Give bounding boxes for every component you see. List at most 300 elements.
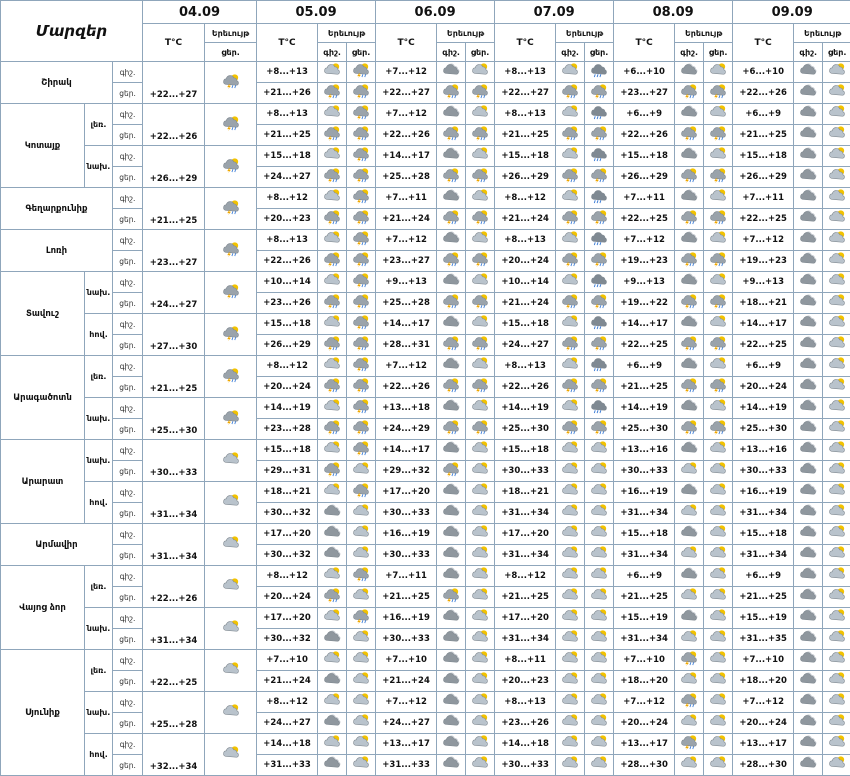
partly-cloudy-icon bbox=[556, 482, 585, 503]
table-row bbox=[1, 734, 850, 755]
region-name: Լոռի bbox=[1, 230, 113, 272]
overcast-icon bbox=[675, 104, 704, 125]
thunderstorm-icon bbox=[675, 167, 704, 188]
temperature: +8...+13 bbox=[257, 104, 318, 125]
partly-cloudy-icon bbox=[704, 692, 733, 713]
partly-cloudy-icon bbox=[675, 503, 704, 524]
temp-header: T°C bbox=[614, 24, 675, 62]
table-row bbox=[1, 83, 850, 104]
partly-cloudy-icon bbox=[347, 734, 376, 755]
temperature: +22...+25 bbox=[614, 209, 675, 230]
table-row bbox=[1, 230, 850, 251]
partly-cloudy-icon bbox=[556, 524, 585, 545]
partly-cloudy-icon bbox=[704, 230, 733, 251]
partly-cloudy-icon bbox=[466, 671, 495, 692]
partly-cloudy-icon bbox=[466, 587, 495, 608]
date-header: 07.09 bbox=[495, 1, 614, 24]
overcast-icon bbox=[437, 440, 466, 461]
partly-cloudy-icon bbox=[318, 398, 347, 419]
thunderstorm-icon bbox=[675, 419, 704, 440]
thunderstorm-icon bbox=[347, 146, 376, 167]
time-of-day: գիշ. bbox=[113, 188, 143, 209]
partly-cloudy-icon bbox=[318, 62, 347, 83]
temperature: +20...+24 bbox=[614, 713, 675, 734]
temperature: +30...+33 bbox=[143, 440, 205, 482]
overcast-icon bbox=[794, 608, 823, 629]
table-row bbox=[1, 146, 850, 167]
time-of-day: ցեր. bbox=[113, 167, 143, 188]
partly-cloudy-icon bbox=[466, 608, 495, 629]
day-label: ցեր. bbox=[585, 43, 614, 62]
thunderstorm-icon bbox=[347, 377, 376, 398]
temperature: +13...+16 bbox=[733, 440, 794, 461]
thunderstorm-icon bbox=[205, 272, 257, 314]
partly-cloudy-icon bbox=[675, 629, 704, 650]
partly-cloudy-icon bbox=[704, 734, 733, 755]
thunderstorm-icon bbox=[437, 377, 466, 398]
partly-cloudy-icon bbox=[704, 62, 733, 83]
temperature: +8...+13 bbox=[257, 62, 318, 83]
partly-cloudy-icon bbox=[585, 692, 614, 713]
partly-cloudy-icon bbox=[556, 230, 585, 251]
night-label: գիշ. bbox=[556, 43, 585, 62]
partly-cloudy-icon bbox=[556, 440, 585, 461]
day-label: ցեր. bbox=[823, 43, 850, 62]
partly-cloudy-icon bbox=[585, 524, 614, 545]
table-row bbox=[1, 314, 850, 335]
thunderstorm-icon bbox=[347, 125, 376, 146]
region-name: Արմավիր bbox=[1, 524, 113, 566]
partly-cloudy-icon bbox=[466, 272, 495, 293]
temperature: +31...+33 bbox=[257, 755, 318, 776]
temperature: +14...+17 bbox=[376, 146, 437, 167]
overcast-icon bbox=[794, 671, 823, 692]
temperature: +21...+25 bbox=[733, 587, 794, 608]
thunderstorm-icon bbox=[704, 209, 733, 230]
temperature: +26...+29 bbox=[614, 167, 675, 188]
partly-cloudy-icon bbox=[205, 482, 257, 524]
partly-cloudy-icon bbox=[823, 188, 850, 209]
partly-cloudy-icon bbox=[585, 440, 614, 461]
temperature: +24...+27 bbox=[143, 272, 205, 314]
partly-cloudy-icon bbox=[556, 356, 585, 377]
partly-cloudy-icon bbox=[823, 167, 850, 188]
temperature: +26...+29 bbox=[733, 167, 794, 188]
table-row bbox=[1, 377, 850, 398]
overcast-icon bbox=[437, 104, 466, 125]
temperature: +22...+26 bbox=[376, 377, 437, 398]
partly-cloudy-icon bbox=[823, 293, 850, 314]
temperature: +31...+34 bbox=[143, 482, 205, 524]
partly-cloudy-icon bbox=[205, 692, 257, 734]
partly-cloudy-icon bbox=[347, 671, 376, 692]
time-of-day: գիշ. bbox=[113, 608, 143, 629]
thunderstorm-icon bbox=[556, 125, 585, 146]
thunderstorm-icon bbox=[347, 440, 376, 461]
partly-cloudy-icon bbox=[318, 734, 347, 755]
temperature: +28...+31 bbox=[376, 335, 437, 356]
partly-cloudy-icon bbox=[347, 524, 376, 545]
thunderstorm-icon bbox=[347, 482, 376, 503]
time-of-day: ցեր. bbox=[113, 461, 143, 482]
temperature: +14...+17 bbox=[614, 314, 675, 335]
time-of-day: ցեր. bbox=[113, 83, 143, 104]
temperature: +15...+18 bbox=[495, 314, 556, 335]
table-row bbox=[1, 524, 850, 545]
partly-cloudy-icon bbox=[675, 461, 704, 482]
partly-cloudy-icon bbox=[823, 209, 850, 230]
temperature: +9...+13 bbox=[376, 272, 437, 293]
temperature: +25...+30 bbox=[733, 419, 794, 440]
thunderstorm-icon bbox=[466, 293, 495, 314]
overcast-icon bbox=[675, 398, 704, 419]
partly-cloudy-icon bbox=[205, 734, 257, 776]
partly-cloudy-icon bbox=[585, 587, 614, 608]
thunderstorm-icon bbox=[318, 251, 347, 272]
temperature: +30...+33 bbox=[495, 755, 556, 776]
temperature: +22...+25 bbox=[143, 650, 205, 692]
thunderstorm-icon bbox=[704, 335, 733, 356]
overcast-icon bbox=[794, 377, 823, 398]
temperature: +16...+19 bbox=[614, 482, 675, 503]
overcast-icon bbox=[794, 524, 823, 545]
table-row bbox=[1, 692, 850, 713]
overcast-icon bbox=[437, 314, 466, 335]
temperature: +8...+13 bbox=[495, 230, 556, 251]
rain-icon bbox=[585, 398, 614, 419]
thunderstorm-icon bbox=[585, 167, 614, 188]
temperature: +18...+21 bbox=[733, 293, 794, 314]
temp-header: T°C bbox=[376, 24, 437, 62]
partly-cloudy-icon bbox=[704, 314, 733, 335]
partly-cloudy-icon bbox=[347, 461, 376, 482]
thunderstorm-icon bbox=[675, 692, 704, 713]
partly-cloudy-icon bbox=[675, 755, 704, 776]
time-of-day: գիշ. bbox=[113, 62, 143, 83]
temperature: +22...+26 bbox=[495, 377, 556, 398]
thunderstorm-icon bbox=[466, 125, 495, 146]
overcast-icon bbox=[794, 734, 823, 755]
temperature: +31...+34 bbox=[495, 545, 556, 566]
overcast-icon bbox=[675, 230, 704, 251]
temperature: +19...+23 bbox=[614, 251, 675, 272]
temperature: +14...+17 bbox=[376, 314, 437, 335]
temperature: +15...+18 bbox=[614, 524, 675, 545]
thunderstorm-icon bbox=[347, 272, 376, 293]
partly-cloudy-icon bbox=[556, 713, 585, 734]
partly-cloudy-icon bbox=[556, 608, 585, 629]
temperature: +15...+18 bbox=[495, 440, 556, 461]
time-of-day: ցեր. bbox=[113, 335, 143, 356]
temperature: +6...+9 bbox=[614, 566, 675, 587]
table-row bbox=[1, 608, 850, 629]
partly-cloudy-icon bbox=[704, 566, 733, 587]
temperature: +30...+32 bbox=[257, 503, 318, 524]
thunderstorm-icon bbox=[556, 83, 585, 104]
temperature: +21...+24 bbox=[376, 671, 437, 692]
temperature: +31...+34 bbox=[614, 629, 675, 650]
temperature: +22...+26 bbox=[257, 251, 318, 272]
partly-cloudy-icon bbox=[675, 671, 704, 692]
date-header: 06.09 bbox=[376, 1, 495, 24]
partly-cloudy-icon bbox=[318, 440, 347, 461]
overcast-icon bbox=[794, 167, 823, 188]
temperature: +8...+12 bbox=[495, 566, 556, 587]
partly-cloudy-icon bbox=[318, 230, 347, 251]
thunderstorm-icon bbox=[704, 167, 733, 188]
date-header: 08.09 bbox=[614, 1, 733, 24]
temperature: +30...+33 bbox=[614, 461, 675, 482]
temperature: +15...+18 bbox=[257, 314, 318, 335]
overcast-icon bbox=[318, 629, 347, 650]
partly-cloudy-icon bbox=[466, 356, 495, 377]
table-row bbox=[1, 671, 850, 692]
time-of-day: գիշ. bbox=[113, 650, 143, 671]
day-label: ցեր. bbox=[704, 43, 733, 62]
day-label: ցեր. bbox=[205, 43, 257, 62]
thunderstorm-icon bbox=[347, 356, 376, 377]
temperature: +19...+23 bbox=[733, 251, 794, 272]
partly-cloudy-icon bbox=[823, 587, 850, 608]
rain-icon bbox=[585, 62, 614, 83]
temperature: +6...+9 bbox=[733, 104, 794, 125]
time-of-day: գիշ. bbox=[113, 104, 143, 125]
overcast-icon bbox=[794, 272, 823, 293]
temperature: +29...+31 bbox=[257, 461, 318, 482]
temperature: +31...+34 bbox=[614, 545, 675, 566]
time-of-day: ցեր. bbox=[113, 293, 143, 314]
time-of-day: ցեր. bbox=[113, 503, 143, 524]
thunderstorm-icon bbox=[585, 377, 614, 398]
temperature: +31...+34 bbox=[733, 545, 794, 566]
temperature: +21...+24 bbox=[257, 671, 318, 692]
partly-cloudy-icon bbox=[823, 440, 850, 461]
partly-cloudy-icon bbox=[556, 62, 585, 83]
partly-cloudy-icon bbox=[347, 692, 376, 713]
temperature: +22...+26 bbox=[614, 125, 675, 146]
temperature: +6...+9 bbox=[614, 356, 675, 377]
table-row bbox=[1, 104, 850, 125]
temperature: +20...+23 bbox=[495, 671, 556, 692]
table-row bbox=[1, 398, 850, 419]
overcast-icon bbox=[437, 356, 466, 377]
overcast-icon bbox=[437, 230, 466, 251]
partly-cloudy-icon bbox=[823, 125, 850, 146]
overcast-icon bbox=[437, 524, 466, 545]
table-row bbox=[1, 545, 850, 566]
partly-cloudy-icon bbox=[704, 545, 733, 566]
partly-cloudy-icon bbox=[704, 503, 733, 524]
zone-label: լեռ. bbox=[85, 650, 113, 692]
temperature: +15...+18 bbox=[257, 146, 318, 167]
temperature: +25...+30 bbox=[495, 419, 556, 440]
zone-label: հով. bbox=[85, 734, 113, 776]
time-of-day: գիշ. bbox=[113, 314, 143, 335]
partly-cloudy-icon bbox=[318, 146, 347, 167]
temperature: +22...+26 bbox=[376, 125, 437, 146]
temperature: +22...+27 bbox=[376, 83, 437, 104]
partly-cloudy-icon bbox=[675, 713, 704, 734]
temperature: +13...+18 bbox=[376, 398, 437, 419]
partly-cloudy-icon bbox=[823, 272, 850, 293]
temperature: +7...+11 bbox=[376, 566, 437, 587]
partly-cloudy-icon bbox=[318, 356, 347, 377]
temperature: +21...+24 bbox=[495, 293, 556, 314]
thunderstorm-icon bbox=[466, 419, 495, 440]
partly-cloudy-icon bbox=[466, 524, 495, 545]
time-of-day: ցեր. bbox=[113, 377, 143, 398]
table-row bbox=[1, 251, 850, 272]
temperature: +21...+25 bbox=[376, 587, 437, 608]
thunderstorm-icon bbox=[347, 209, 376, 230]
temperature: +6...+9 bbox=[733, 356, 794, 377]
partly-cloudy-icon bbox=[466, 482, 495, 503]
table-row bbox=[1, 713, 850, 734]
overcast-icon bbox=[318, 503, 347, 524]
temperature: +21...+24 bbox=[495, 209, 556, 230]
partly-cloudy-icon bbox=[704, 482, 733, 503]
phenomena-header: Երեւույթ bbox=[556, 24, 614, 43]
partly-cloudy-icon bbox=[823, 230, 850, 251]
thunderstorm-icon bbox=[347, 293, 376, 314]
thunderstorm-icon bbox=[347, 230, 376, 251]
temperature: +21...+25 bbox=[614, 377, 675, 398]
partly-cloudy-icon bbox=[466, 713, 495, 734]
temperature: +20...+24 bbox=[733, 713, 794, 734]
thunderstorm-icon bbox=[704, 377, 733, 398]
partly-cloudy-icon bbox=[466, 104, 495, 125]
partly-cloudy-icon bbox=[205, 524, 257, 566]
partly-cloudy-icon bbox=[347, 545, 376, 566]
overcast-icon bbox=[794, 62, 823, 83]
temperature: +27...+30 bbox=[143, 314, 205, 356]
partly-cloudy-icon bbox=[466, 440, 495, 461]
temperature: +23...+27 bbox=[376, 251, 437, 272]
table-row bbox=[1, 461, 850, 482]
temperature: +22...+27 bbox=[495, 83, 556, 104]
partly-cloudy-icon bbox=[823, 335, 850, 356]
table-row bbox=[1, 125, 850, 146]
partly-cloudy-icon bbox=[205, 440, 257, 482]
rain-icon bbox=[585, 104, 614, 125]
temperature: +15...+18 bbox=[733, 524, 794, 545]
temperature: +14...+19 bbox=[257, 398, 318, 419]
overcast-icon bbox=[794, 419, 823, 440]
thunderstorm-icon bbox=[205, 62, 257, 104]
overcast-icon bbox=[675, 356, 704, 377]
temperature: +10...+14 bbox=[257, 272, 318, 293]
temperature: +8...+13 bbox=[495, 692, 556, 713]
time-of-day: ցեր. bbox=[113, 125, 143, 146]
partly-cloudy-icon bbox=[556, 629, 585, 650]
overcast-icon bbox=[794, 314, 823, 335]
overcast-icon bbox=[437, 146, 466, 167]
overcast-icon bbox=[437, 62, 466, 83]
zone-label: լեռ. bbox=[85, 566, 113, 608]
overcast-icon bbox=[794, 566, 823, 587]
thunderstorm-icon bbox=[318, 83, 347, 104]
temperature: +24...+27 bbox=[376, 713, 437, 734]
partly-cloudy-icon bbox=[466, 734, 495, 755]
temperature: +20...+24 bbox=[733, 377, 794, 398]
temperature: +30...+33 bbox=[495, 461, 556, 482]
time-of-day: ցեր. bbox=[113, 713, 143, 734]
region-name: Գեղարքունիք bbox=[1, 188, 113, 230]
thunderstorm-icon bbox=[437, 83, 466, 104]
thunderstorm-icon bbox=[704, 419, 733, 440]
thunderstorm-icon bbox=[318, 587, 347, 608]
table-row bbox=[1, 482, 850, 503]
zone-label: նախ. bbox=[85, 398, 113, 440]
thunderstorm-icon bbox=[675, 125, 704, 146]
temperature: +15...+18 bbox=[495, 146, 556, 167]
temperature: +7...+10 bbox=[614, 650, 675, 671]
thunderstorm-icon bbox=[347, 566, 376, 587]
thunderstorm-icon bbox=[704, 293, 733, 314]
time-of-day: գիշ. bbox=[113, 566, 143, 587]
thunderstorm-icon bbox=[205, 356, 257, 398]
thunderstorm-icon bbox=[585, 83, 614, 104]
partly-cloudy-icon bbox=[704, 146, 733, 167]
partly-cloudy-icon bbox=[823, 251, 850, 272]
temperature: +30...+32 bbox=[257, 545, 318, 566]
partly-cloudy-icon bbox=[675, 545, 704, 566]
thunderstorm-icon bbox=[585, 419, 614, 440]
partly-cloudy-icon bbox=[318, 482, 347, 503]
partly-cloudy-icon bbox=[466, 461, 495, 482]
zone-label: նախ. bbox=[85, 608, 113, 650]
partly-cloudy-icon bbox=[466, 629, 495, 650]
temperature: +8...+12 bbox=[495, 188, 556, 209]
thunderstorm-icon bbox=[318, 293, 347, 314]
temperature: +32...+34 bbox=[143, 734, 205, 776]
partly-cloudy-icon bbox=[585, 734, 614, 755]
temperature: +26...+29 bbox=[257, 335, 318, 356]
overcast-icon bbox=[437, 629, 466, 650]
partly-cloudy-icon bbox=[347, 503, 376, 524]
overcast-icon bbox=[794, 251, 823, 272]
temperature: +17...+20 bbox=[495, 524, 556, 545]
temperature: +30...+33 bbox=[376, 503, 437, 524]
overcast-icon bbox=[794, 356, 823, 377]
temperature: +7...+12 bbox=[614, 230, 675, 251]
table-row bbox=[1, 167, 850, 188]
partly-cloudy-icon bbox=[466, 146, 495, 167]
partly-cloudy-icon bbox=[556, 755, 585, 776]
temperature: +8...+12 bbox=[257, 356, 318, 377]
thunderstorm-icon bbox=[318, 209, 347, 230]
table-row bbox=[1, 503, 850, 524]
rain-icon bbox=[585, 230, 614, 251]
time-of-day: ցեր. bbox=[113, 545, 143, 566]
overcast-icon bbox=[675, 566, 704, 587]
partly-cloudy-icon bbox=[318, 650, 347, 671]
table-row bbox=[1, 629, 850, 650]
partly-cloudy-icon bbox=[556, 503, 585, 524]
thunderstorm-icon bbox=[675, 335, 704, 356]
thunderstorm-icon bbox=[585, 335, 614, 356]
temperature: +21...+25 bbox=[495, 587, 556, 608]
temperature: +16...+19 bbox=[376, 608, 437, 629]
overcast-icon bbox=[437, 755, 466, 776]
overcast-icon bbox=[794, 293, 823, 314]
thunderstorm-icon bbox=[347, 335, 376, 356]
overcast-icon bbox=[794, 335, 823, 356]
temperature: +13...+16 bbox=[614, 440, 675, 461]
thunderstorm-icon bbox=[205, 188, 257, 230]
partly-cloudy-icon bbox=[347, 587, 376, 608]
partly-cloudy-icon bbox=[704, 713, 733, 734]
